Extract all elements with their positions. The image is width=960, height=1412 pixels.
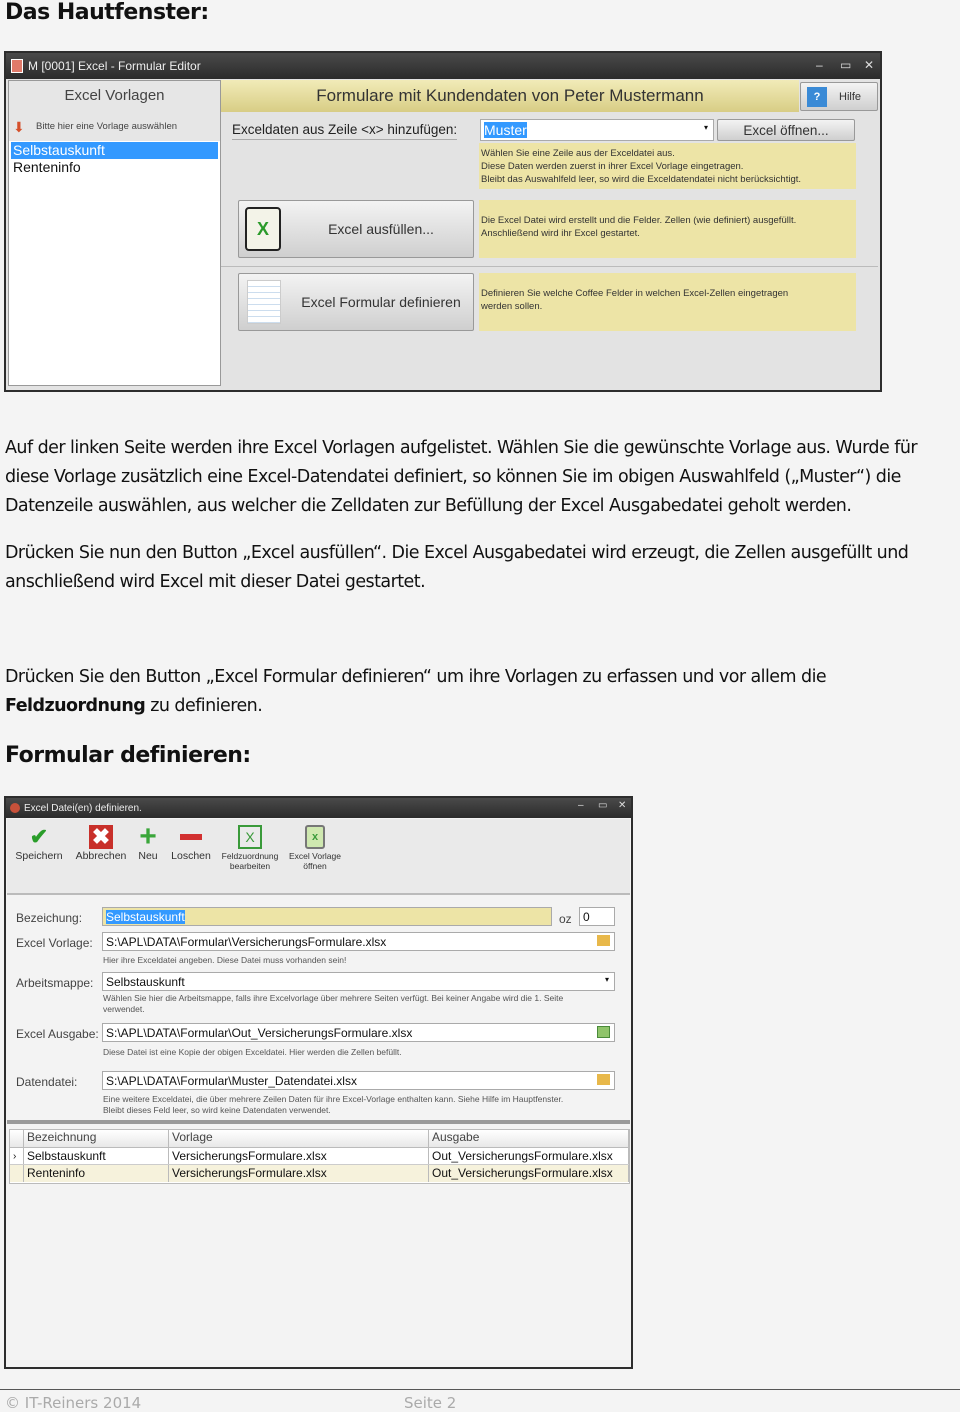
template-hint: Hier ihre Exceldatei angeben. Diese Datei muss vorhanden sein! — [103, 955, 347, 965]
template-item-selected[interactable]: Selbstauskunft — [11, 142, 218, 159]
template-item[interactable]: Renteninfo — [13, 159, 81, 175]
fill-excel-label: Excel ausfüllen... — [328, 221, 434, 237]
grid-header — [10, 1130, 629, 1148]
dropdown-arrow-icon: ▾ — [604, 975, 609, 984]
save-button[interactable]: ✔ Speichern — [13, 823, 65, 861]
oz-input[interactable]: 0 — [579, 907, 615, 926]
main-window — [4, 51, 882, 392]
minus-icon — [180, 834, 202, 840]
splitter[interactable] — [7, 1120, 630, 1124]
dropdown-arrow-icon: ▾ — [703, 123, 708, 132]
footer-copyright: © IT-Reiners 2014 — [5, 1394, 142, 1412]
sheet-hint: Wählen Sie hier die Arbeitsmappe, falls ihre Excelvorlage über mehrere Seiten verfügt. Bei keiner Angabe wird die 1. Seite verwendet. — [103, 993, 564, 1014]
datafile-label: Datendatei: — [16, 1075, 78, 1089]
oz-label: oz — [559, 912, 572, 926]
fill-excel-button[interactable] — [238, 200, 474, 258]
table-row[interactable]: › Selbstauskunft VersicherungsFormulare.xlsx Out_VersicherungsFormulare.xlsx — [10, 1148, 629, 1165]
sheet-label: Arbeitsmappe: — [16, 976, 94, 990]
templates-grid — [9, 1129, 630, 1184]
name-label: Bezeichung: — [16, 911, 83, 925]
minimize-button[interactable]: – — [816, 58, 823, 72]
template-label: Excel Vorlage: — [16, 936, 93, 950]
close-button[interactable]: ✕ — [864, 58, 875, 72]
define-window — [4, 796, 633, 1369]
template-hint: Bitte hier eine Vorlage auswählen — [36, 121, 178, 132]
save-file-icon[interactable] — [597, 1026, 610, 1038]
title-bar — [6, 53, 880, 79]
app-icon — [10, 803, 20, 813]
output-label: Excel Ausgabe: — [16, 1027, 99, 1041]
datafile-path-input[interactable]: S:\APL\DATA\Formular\Muster_Datendatei.xlsx — [102, 1071, 615, 1090]
template-panel-header: Excel Vorlagen — [9, 81, 220, 111]
column-header[interactable]: Ausgabe — [429, 1130, 629, 1147]
folder-open-icon[interactable] — [597, 1074, 610, 1085]
fill-info: Die Excel Datei wird erstellt und die Felder. Zellen (wie definiert) ausgefüllt. Anschließend wird ihr Excel gestartet. — [479, 200, 856, 258]
open-template-button[interactable]: x Excel Vorlage öffnen — [287, 823, 343, 871]
folder-open-icon[interactable] — [597, 935, 610, 946]
title-bar — [6, 798, 631, 818]
window-title: Excel Datei(en) definieren. — [24, 802, 142, 814]
paragraph-2: Drücken Sie nun den Button „Excel ausfüllen“. Die Excel Ausgabedatei wird erzeugt, die Zellen ausgefüllt und anschließend wird Excel mit dieser Datei gestartet. — [5, 543, 909, 592]
maximize-button[interactable]: ▭ — [840, 58, 852, 72]
template-panel — [8, 80, 221, 386]
row-indicator-icon: › — [10, 1148, 24, 1164]
define-form-button[interactable] — [238, 273, 474, 331]
app-icon — [11, 59, 23, 73]
help-button[interactable] — [800, 82, 878, 111]
footer-divider — [0, 1389, 960, 1390]
minimize-button[interactable]: – — [578, 800, 584, 811]
table-row[interactable]: Renteninfo VersicherungsFormulare.xlsx Out_VersicherungsFormulare.xlsx — [10, 1165, 629, 1182]
datafile-hint: Eine weitere Exceldatei, die über mehrere Zeilen Daten für ihre Excel-Vorlage enthalten kann. Siehe Hilfe im Hauptfenster. Bleibt dieses Feld leer, so wird keine Datendaten verwendet. — [103, 1094, 564, 1115]
row-combo[interactable] — [480, 119, 714, 141]
excel-icon: X — [238, 825, 262, 849]
new-button[interactable]: + Neu — [133, 823, 163, 861]
maximize-button[interactable]: ▭ — [598, 800, 608, 811]
column-header[interactable]: Vorlage — [169, 1130, 429, 1147]
spreadsheet-icon — [247, 280, 281, 324]
row-label: Exceldaten aus Zeile <x> hinzufügen: — [232, 122, 457, 140]
help-icon: ? — [807, 87, 827, 107]
cancel-icon: ✖ — [89, 825, 113, 849]
heading-main-window: Das Hautfenster: — [5, 0, 209, 25]
customer-banner: Formulare mit Kundendaten von Peter Mustermann — [221, 80, 799, 112]
help-label: Hilfe — [839, 90, 862, 103]
field-mapping-button[interactable]: X Feldzuordnung bearbeiten — [219, 823, 281, 871]
excel-icon: X — [245, 207, 281, 251]
footer-page: Seite 2 — [404, 1394, 457, 1412]
row-info: Wählen Sie eine Zeile aus der Exceldatei aus. Diese Daten werden zuerst in ihrer Excel Vorlage eingetragen. Bleibt das Auswahlfeld leer, so wird die Exceldatendatei nicht berücksichtigt. — [479, 143, 856, 189]
output-path-input[interactable]: S:\APL\DATA\Formular\Out_VersicherungsFormulare.xlsx — [102, 1023, 615, 1042]
close-button[interactable]: ✕ — [618, 800, 627, 811]
toolbar — [7, 819, 630, 895]
delete-button[interactable]: Loschen — [167, 823, 215, 861]
define-form-label: Excel Formular definieren — [301, 294, 461, 310]
row-combo-value: Muster — [484, 122, 527, 138]
column-header[interactable]: Bezeichnung — [24, 1130, 169, 1147]
define-info: Definieren Sie welche Coffee Felder in welchen Excel-Zellen eingetragen werden sollen. — [479, 273, 856, 331]
paragraph-3: Drücken Sie den Button „Excel Formular definieren“ um ihre Vorlagen zu erfassen und vor allem die Feldzuordnung zu definieren. — [5, 667, 827, 716]
output-hint: Diese Datei ist eine Kopie der obigen Exceldatei. Hier werden die Zellen befüllt. — [103, 1047, 402, 1057]
plus-icon: + — [139, 820, 157, 853]
check-icon: ✔ — [29, 824, 49, 849]
cancel-button[interactable]: ✖ Abbrechen — [75, 824, 127, 862]
arrow-down-icon: ⬇ — [13, 119, 25, 135]
open-excel-button[interactable]: Excel öffnen... — [717, 119, 855, 141]
template-path-input[interactable]: S:\APL\DATA\Formular\VersicherungsFormulare.xlsx — [102, 932, 615, 951]
excel-open-icon: x — [305, 825, 325, 849]
window-title: M [0001] Excel - Formular Editor — [28, 59, 201, 73]
heading-define-form: Formular definieren: — [5, 743, 251, 768]
paragraph-1: Auf der linken Seite werden ihre Excel Vorlagen aufgelistet. Wählen Sie die gewünschte Vorlage aus. Wurde für diese Vorlage zusätzlich eine Excel-Datendatei definiert, so können Sie im obigen Auswahlfeld („Muster“) die Datenzeile auswählen, aus welcher die Zelldaten zur Befüllung der Excel Ausgabedatei geholt werden. — [5, 438, 918, 516]
sheet-combo[interactable]: Selbstauskunft ▾ — [102, 972, 615, 991]
name-input[interactable]: Selbstauskunft — [102, 907, 552, 926]
